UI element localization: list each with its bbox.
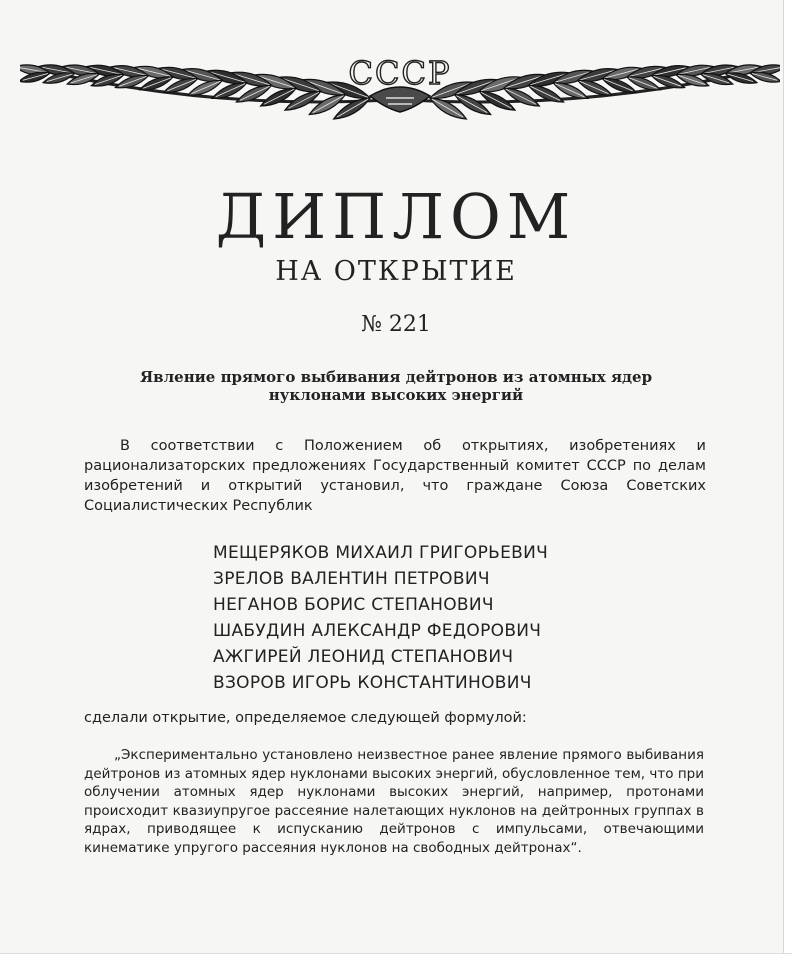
discovery-title: Явление прямого выбивания дейтронов из атомных ядер нуклонами высоких энергий: [139, 368, 653, 404]
body-paragraph: В соответствии с Положением об открытиях, изобретениях и рационализаторских предложениях Государственный комитет СССР по делам изобретений и открытий установил, что граждане Союза Советских Социалистических Республик: [84, 438, 706, 514]
diploma-title: ДИПЛОМ: [215, 180, 577, 253]
discovery-formula: „Экспериментально установлено неизвестное ранее явление прямого выбивания дейтронов из атомных ядер нуклонами высоких энергий, обусловленное тем, что при облучении атомных ядер нуклонами высоких энергий, например, протонами происходит квазиупругое рассеяние налетающих нуклонов на дейтронных группах в ядрах, приводящее к испусканию дейтронов с импульсами, отвечающими кинематике упругого рассеяния нуклонов на свободных дейтронах“.: [84, 747, 704, 856]
names-list: [213, 540, 548, 696]
name-item: ЗРЕЛОВ ВАЛЕНТИН ПЕТРОВИЧ: [213, 569, 490, 589]
diploma-number: № 221: [361, 312, 431, 337]
paper-edge: [783, 0, 792, 962]
emblem-text: СССР: [348, 54, 452, 92]
name-item: МЕЩЕРЯКОВ МИХАИЛ ГРИГОРЬЕВИЧ: [213, 543, 549, 563]
made-discovery-text: сделали открытие, определяемое следующей формулой:: [84, 710, 527, 726]
laurel-wreath-icon: [20, 8, 780, 158]
emblem: [20, 8, 780, 158]
name-item: НЕГАНОВ БОРИС СТЕПАНОВИЧ: [213, 595, 494, 615]
name-item: ВЗОРОВ ИГОРЬ КОНСТАНТИНОВИЧ: [213, 673, 532, 693]
diploma-subtitle: НА ОТКРЫТИЕ: [275, 256, 517, 287]
name-item: АЖГИРЕЙ ЛЕОНИД СТЕПАНОВИЧ: [213, 647, 514, 667]
name-item: ШАБУДИН АЛЕКСАНДР ФЕДОРОВИЧ: [213, 621, 542, 641]
paper-edge: [0, 953, 792, 962]
